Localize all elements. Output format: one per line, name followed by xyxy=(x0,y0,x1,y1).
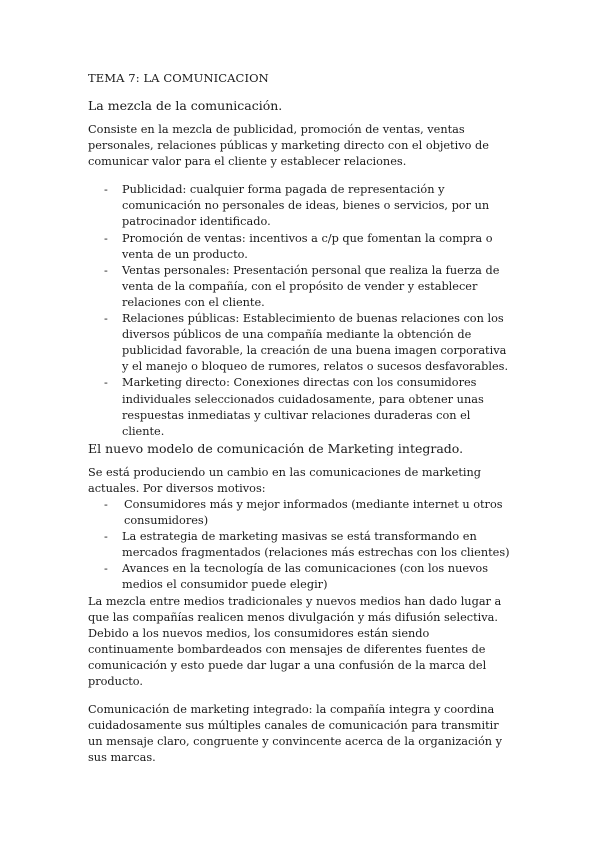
list-item: - Consumidores más y mejor informados (mediante internet u otros consumidores) xyxy=(122,497,512,529)
section-intro-mezcla: Consiste en la mezcla de publicidad, promoción de ventas, ventas personales, relaciones públicas y marketing directo con el objetivo de comunicar valor para el cliente y establecer relaciones. xyxy=(88,123,489,169)
list-item: - Avances en la tecnología de las comunicaciones (con los nuevos medios el consumidor puede elegir) xyxy=(122,561,512,593)
list-item: - Ventas personales: Presentación personal que realiza la fuerza de venta de la compañía, con el propósito de vender y establecer relaciones con el cliente. xyxy=(122,263,512,311)
document-title: TEMA 7: LA COMUNICACION xyxy=(88,71,269,85)
section-heading-modelo: El nuevo modelo de comunicación de Marketing integrado. xyxy=(88,440,464,456)
paragraph-cmi: Comunicación de marketing integrado: la compañía integra y coordina cuidadosamente sus múltiples canales de comunicación para transmitir un mensaje claro, congruente y convincente acerca de la organización y sus marcas. xyxy=(88,703,503,765)
list-item: - Promoción de ventas: incentivos a c/p que fomentan la compra o venta de un producto. xyxy=(122,231,512,263)
list-item: - La estrategia de marketing masivas se está transformando en mercados fragmentados (relaciones más estrechas con los clientes) xyxy=(122,529,512,561)
list-item: - Marketing directo: Conexiones directas con los consumidores individuales seleccionados cuidadosamente, para obtener unas respuestas inmediatas y cultivar relaciones duraderas con el cliente. xyxy=(122,375,512,439)
list-item: - Publicidad: cualquier forma pagada de representación y comunicación no personales de ideas, bienes o servicios, por un patrocinador identificado. xyxy=(122,182,512,230)
paragraph-medios: La mezcla entre medios tradicionales y nuevos medios han dado lugar a que las compañías realicen menos divulgación y más difusión selectiva. Debido a los nuevos medios, los consumidores están siendo continuamente bombardeados con mensajes de diferentes fuentes de comunicación y esto puede dar lugar a una confusión de la marca del producto. xyxy=(88,594,502,688)
mezcla-list xyxy=(88,182,512,440)
section-heading-mezcla: La mezcla de la comunicación. xyxy=(88,98,283,113)
list-item: - Relaciones públicas: Establecimiento de buenas relaciones con los diversos públicos de una compañía mediante la obtención de publicidad favorable, la creación de una buena imagen corporativa y el manejo o bloqueo de rumores, relatos o sucesos desfavorables. xyxy=(122,311,512,375)
motivos-list xyxy=(88,497,512,594)
section-intro-modelo: Se está produciendo un cambio en las comunicaciones de marketing actuales. Por diversos motivos: xyxy=(88,465,481,495)
document-page xyxy=(88,70,512,766)
